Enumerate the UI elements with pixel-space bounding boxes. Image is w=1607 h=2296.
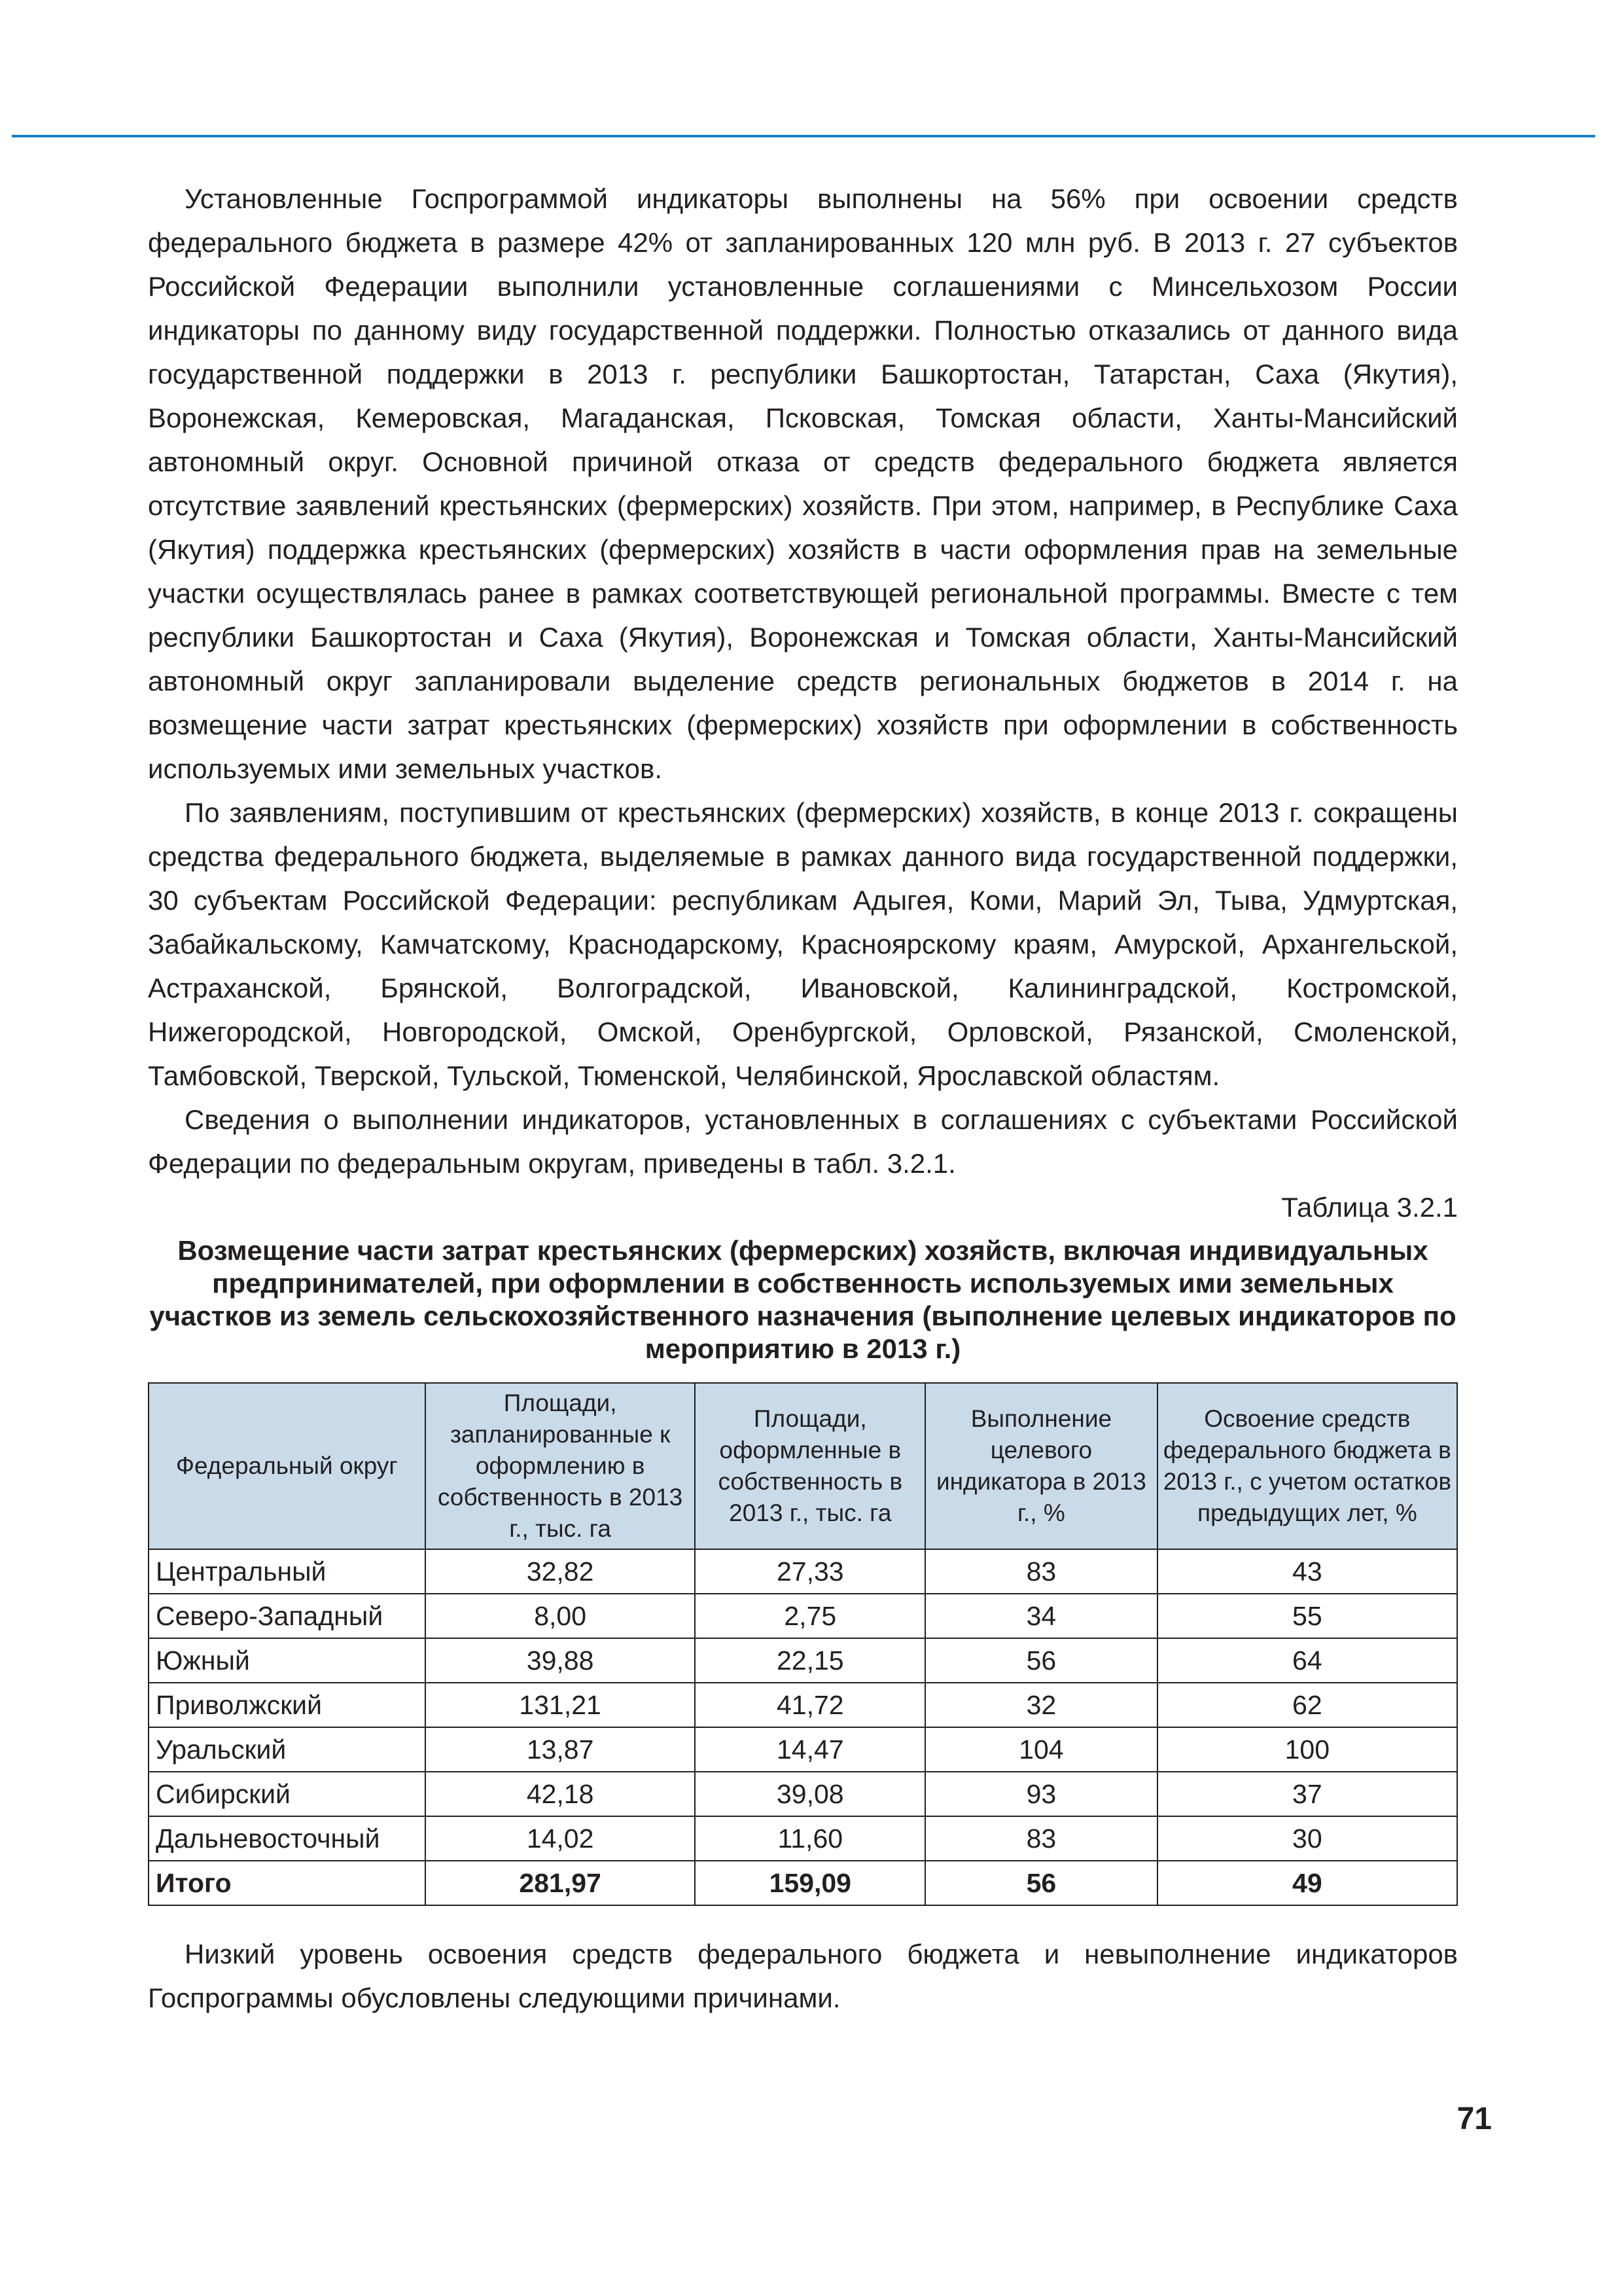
cell-value: 14,47 (695, 1727, 925, 1772)
paragraph-2: По заявлениям, поступившим от крестьянских (фермерских) хозяйств, в конце 2013 г. сокращены средства федерального бюджета, выделяемые в рамках данного вида государственной поддержки, 30 субъектам Российской Федерации: республикам Адыгея, Коми, Марий Эл, Тыва, Удмуртская, Забайкальскому, Камчатскому, Краснодарскому, Красноярскому краям, Амурской, Архангельской, Астраханской, Брянской, Волгоградской, Ивановской, Калининградской, Костромской, Нижегородской, Новгородской, Омской, Оренбургской, Орловской, Рязанской, Смоленской, Тамбовской, Тверской, Тульской, Тюменской, Челябинской, Ярославской областям. (148, 797, 1458, 1091)
table-title: Возмещение части затрат крестьянских (фермерских) хозяйств, включая индивидуальных предпринимателей, при оформлении в собственность используемых ими земельных участков из земель сельскохозяйственного назначения (выполнение целевых индикаторов по мероприятию в 2013 г.) (149, 1235, 1457, 1364)
cell-value: 30 (1157, 1816, 1457, 1861)
cell-value: 55 (1157, 1594, 1457, 1638)
paragraph-bottom: Низкий уровень освоения средств федерального бюджета и невыполнение индикаторов Госпрограммы обусловлены следующими причинами. (148, 1939, 1458, 2013)
cell-value: 27,33 (695, 1549, 925, 1594)
top-rule (12, 135, 1595, 137)
cell-total-value: 281,97 (425, 1861, 696, 1905)
cell-value: 34 (925, 1594, 1157, 1638)
cell-district: Северо-Западный (149, 1594, 425, 1638)
table-row (149, 1549, 1457, 1594)
cell-value: 56 (925, 1638, 1157, 1683)
cell-value: 83 (925, 1549, 1157, 1594)
cell-value: 2,75 (695, 1594, 925, 1638)
cell-district: Приволжский (149, 1683, 425, 1727)
header-district: Федеральный округ (149, 1383, 425, 1549)
cell-value: 83 (925, 1816, 1157, 1861)
header-indicator: Выполнение целевого индикатора в 2013 г., % (925, 1383, 1157, 1549)
table-row (149, 1638, 1457, 1683)
table-row (149, 1772, 1457, 1816)
cell-total-label: Итого (149, 1861, 425, 1905)
page-content (148, 177, 1458, 2020)
cell-district: Дальневосточный (149, 1816, 425, 1861)
cell-value: 11,60 (695, 1816, 925, 1861)
data-table (148, 1382, 1458, 1906)
table-label: Таблица 3.2.1 (1281, 1192, 1458, 1223)
cell-value: 93 (925, 1772, 1157, 1816)
paragraph-3: Сведения о выполнении индикаторов, установленных в соглашениях с субъектами Российской Федерации по федеральным округам, приведены в табл. 3.2.1. (148, 1104, 1458, 1179)
cell-value: 37 (1157, 1772, 1457, 1816)
cell-value: 131,21 (425, 1683, 696, 1727)
cell-value: 64 (1157, 1638, 1457, 1683)
cell-value: 41,72 (695, 1683, 925, 1727)
table-row (149, 1594, 1457, 1638)
cell-value: 43 (1157, 1549, 1457, 1594)
table-total-row (149, 1861, 1457, 1905)
page-number: 71 (1457, 2102, 1492, 2136)
cell-value: 62 (1157, 1683, 1457, 1727)
table-header-row (149, 1383, 1457, 1549)
cell-value: 100 (1157, 1727, 1457, 1772)
cell-district: Центральный (149, 1549, 425, 1594)
cell-value: 14,02 (425, 1816, 696, 1861)
cell-value: 104 (925, 1727, 1157, 1772)
table-row (149, 1816, 1457, 1861)
paragraph-1: Установленные Госпрограммой индикаторы выполнены на 56% при освоении средств федерального бюджета в размере 42% от запланированных 120 млн руб. В 2013 г. 27 субъектов Российской Федерации выполнили установленные соглашениями с Минсельхозом России индикаторы по данному виду государственной поддержки. Полностью отказались от данного вида государственной поддержки в 2013 г. республики Башкортостан, Татарстан, Саха (Якутия), Воронежская, Кемеровская, Магаданская, Псковская, Томская области, Ханты-Мансийский автономный округ. Основной причиной отказа от средств федерального бюджета является отсутствие заявлений крестьянских (фермерских) хозяйств. При этом, например, в Республике Саха (Якутия) поддержка крестьянских (фермерских) хозяйств в части оформления прав на земельные участки осуществлялась ранее в рамках соответствующей региональной программы. Вместе с тем республики Башкортостан и Саха (Якутия), Воронежская и Томская области, Ханты-Мансийский автономный округ запланировали выделение средств региональных бюджетов в 2014 г. на возмещение части затрат крестьянских (фермерских) хозяйств при оформлении в собственность используемых ими земельных участков. (148, 183, 1458, 784)
cell-value: 32 (925, 1683, 1157, 1727)
header-funds: Освоение средств федерального бюджета в 2013 г., с учетом остатков предыдущих лет, % (1157, 1383, 1457, 1549)
cell-value: 39,88 (425, 1638, 696, 1683)
cell-value: 39,08 (695, 1772, 925, 1816)
cell-district: Южный (149, 1638, 425, 1683)
cell-value: 8,00 (425, 1594, 696, 1638)
cell-value: 42,18 (425, 1772, 696, 1816)
table-row (149, 1683, 1457, 1727)
header-planned-area: Площади, запланированные к оформлению в собственность в 2013 г., тыс. га (425, 1383, 696, 1549)
cell-value: 22,15 (695, 1638, 925, 1683)
table-row (149, 1727, 1457, 1772)
cell-total-value: 49 (1157, 1861, 1457, 1905)
header-registered-area: Площади, оформленные в собственность в 2013 г., тыс. га (695, 1383, 925, 1549)
cell-value: 32,82 (425, 1549, 696, 1594)
cell-value: 13,87 (425, 1727, 696, 1772)
cell-total-value: 159,09 (695, 1861, 925, 1905)
cell-total-value: 56 (925, 1861, 1157, 1905)
cell-district: Сибирский (149, 1772, 425, 1816)
cell-district: Уральский (149, 1727, 425, 1772)
